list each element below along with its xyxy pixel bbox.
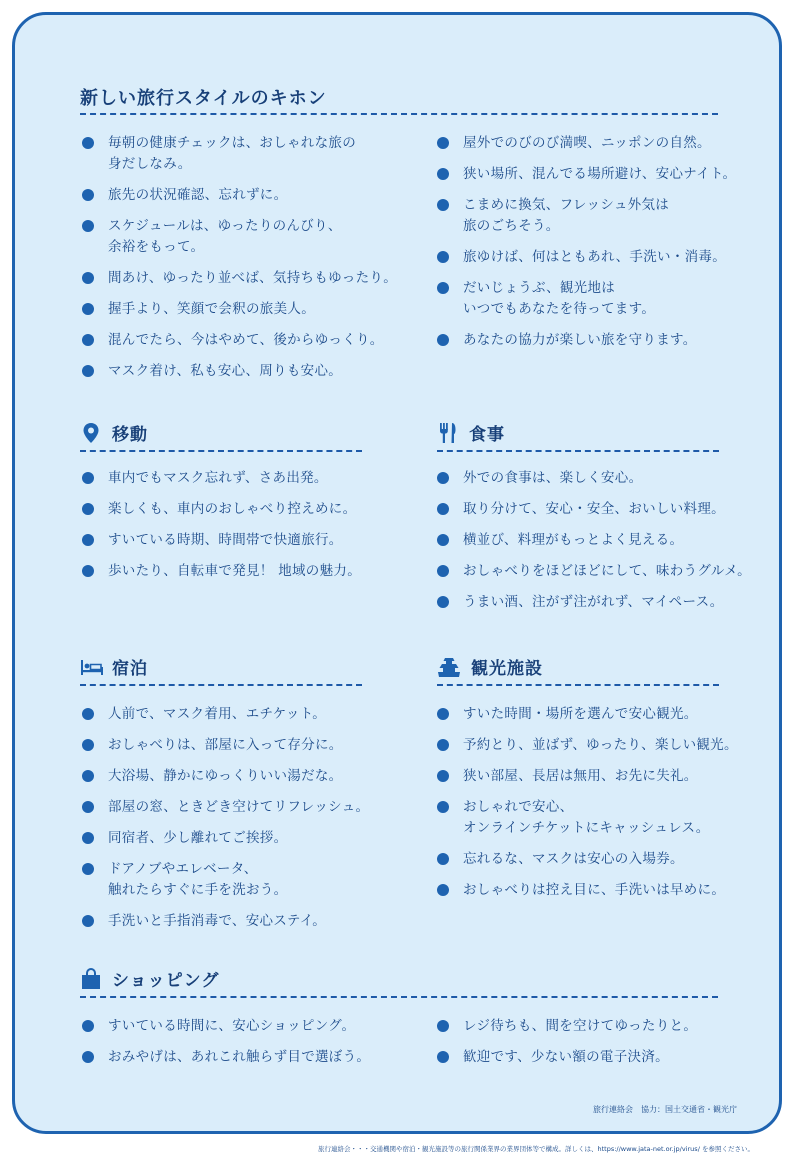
shukuhaku-item — [82, 766, 402, 787]
kihon-item — [82, 299, 412, 320]
bullet-dot-icon — [437, 770, 449, 782]
section-title-shukuhaku — [80, 654, 148, 679]
kihon-item — [82, 185, 412, 206]
bullet-dot-icon — [82, 503, 94, 515]
kihon-list-left — [82, 133, 412, 392]
shopping-item-text: おみやげは、あれこれ触らず目で選ぼう。 — [108, 1049, 371, 1065]
idou-item — [82, 499, 402, 520]
kanko-item — [437, 766, 757, 787]
shukuhaku-item — [82, 859, 402, 901]
bullet-dot-icon — [437, 251, 449, 263]
castle-icon — [437, 656, 461, 678]
kihon-item — [437, 133, 737, 154]
bullet-dot-icon — [82, 272, 94, 284]
bullet-dot-icon — [82, 801, 94, 813]
bullet-dot-icon — [437, 1020, 449, 1032]
idou-item-text: 車内でもマスク忘れず、さあ出発。 — [108, 470, 328, 486]
kihon-list-right — [437, 133, 737, 361]
shokuji-title: 食事 — [469, 425, 505, 445]
shokuji-item — [437, 592, 757, 613]
kihon-item — [437, 164, 737, 185]
kihon-item-text: 握手より、笑顔で会釈の旅美人。 — [108, 301, 315, 317]
shukuhaku-item-text: 部屋の窓、ときどき空けてリフレッシュ。 — [108, 799, 370, 815]
section-title-idou — [80, 420, 148, 445]
kanko-item-text: すいた時間・場所を選んで安心観光。 — [463, 706, 698, 722]
bullet-dot-icon — [82, 303, 94, 315]
bullet-dot-icon — [82, 915, 94, 927]
bullet-dot-icon — [82, 565, 94, 577]
idou-item — [82, 468, 402, 489]
kihon-item-text: 毎朝の健康チェックは、おしゃれな旅の 身だしなみ。 — [108, 135, 356, 172]
footer-note: 旅行連絡会・・・交通機関や宿泊・観光施設等の旅行関係業界の業界団体等で構成。詳しくは、https://www.jata-net.or.jp/virus/ を参照ください。 — [318, 1145, 754, 1153]
shopping-title: ショッピング — [112, 971, 220, 991]
map-pin-icon — [80, 422, 102, 444]
kihon-item — [82, 330, 412, 351]
kanko-item — [437, 880, 757, 901]
bullet-dot-icon — [437, 596, 449, 608]
bullet-dot-icon — [82, 334, 94, 346]
kihon-divider — [80, 113, 718, 115]
section-title-kanko — [437, 654, 543, 679]
shukuhaku-item-text: 手洗いと手指消毒で、安心ステイ。 — [108, 913, 327, 929]
kihon-item — [82, 361, 412, 382]
kihon-item-text: 狭い場所、混んでる場所避け、安心ナイト。 — [463, 166, 737, 182]
shopping-item-text: すいている時間に、安心ショッピング。 — [108, 1018, 356, 1034]
kihon-item-text: マスク着け、私も安心、周りも安心。 — [108, 363, 343, 379]
shopping-list-right — [437, 1016, 737, 1078]
kihon-item — [82, 268, 412, 289]
shokuji-item — [437, 530, 757, 551]
kihon-item — [82, 133, 412, 175]
shukuhaku-item-text: ドアノブやエレベータ、 触れたらすぐに手を洗おう。 — [108, 861, 288, 898]
bullet-dot-icon — [82, 220, 94, 232]
kanko-item-text: 忘れるな、マスクは安心の入場券。 — [463, 851, 684, 867]
idou-title: 移動 — [112, 425, 148, 445]
idou-item-text: 楽しくも、車内のおしゃべり控えめに。 — [108, 501, 357, 517]
kanko-title: 観光施設 — [471, 659, 543, 679]
kihon-item-text: 混んでたら、今はやめて、後からゆっくり。 — [108, 332, 384, 348]
idou-item — [82, 561, 402, 582]
kihon-item — [437, 278, 737, 320]
idou-list — [82, 468, 402, 592]
shopping-list-left — [82, 1016, 412, 1078]
kanko-item — [437, 704, 757, 725]
shukuhaku-list — [82, 704, 402, 942]
shukuhaku-item-text: 同宿者、少し離れてご挨拶。 — [108, 830, 288, 846]
shukuhaku-item — [82, 704, 402, 725]
shopping-item — [437, 1016, 737, 1037]
shukuhaku-item — [82, 911, 402, 932]
shokuji-item — [437, 561, 757, 582]
shokuji-divider — [437, 450, 719, 452]
shopping-item-text: レジ待ちも、間を空けてゆったりと。 — [463, 1018, 698, 1034]
bullet-dot-icon — [437, 801, 449, 813]
shukuhaku-item — [82, 735, 402, 756]
bullet-dot-icon — [82, 137, 94, 149]
shukuhaku-item-text: おしゃべりは、部屋に入って存分に。 — [108, 737, 343, 753]
shukuhaku-item — [82, 828, 402, 849]
shopping-item — [82, 1047, 412, 1068]
kihon-item-text: 屋外でのびのび満喫、ニッポンの自然。 — [463, 135, 711, 151]
bullet-dot-icon — [82, 770, 94, 782]
shokuji-list — [437, 468, 757, 623]
kihon-item — [437, 247, 737, 268]
bullet-dot-icon — [437, 503, 449, 515]
bullet-dot-icon — [437, 199, 449, 211]
bullet-dot-icon — [82, 365, 94, 377]
kanko-item-text: おしゃれで安心、 オンラインチケットにキャッシュレス。 — [463, 799, 710, 836]
section-title-shopping — [80, 966, 219, 991]
shukuhaku-item-text: 人前で、マスク着用、エチケット。 — [108, 706, 327, 722]
shokuji-item — [437, 468, 757, 489]
bullet-dot-icon — [82, 1020, 94, 1032]
kihon-item-text: あなたの協力が楽しい旅を守ります。 — [463, 332, 697, 348]
fork-knife-icon — [437, 422, 459, 444]
bullet-dot-icon — [437, 168, 449, 180]
shopping-item-text: 歓迎です、少ない額の電子決済。 — [463, 1049, 669, 1065]
kanko-item — [437, 849, 757, 870]
shopping-bag-icon — [80, 968, 102, 990]
kanko-item-text: 狭い部屋、長居は無用、お先に失礼。 — [463, 768, 698, 784]
bullet-dot-icon — [437, 565, 449, 577]
bullet-dot-icon — [82, 534, 94, 546]
bullet-dot-icon — [437, 137, 449, 149]
bullet-dot-icon — [437, 708, 449, 720]
kihon-item — [82, 216, 412, 258]
kihon-item-text: 旅ゆけば、何はともあれ、手洗い・消毒。 — [463, 249, 727, 265]
bullet-dot-icon — [82, 739, 94, 751]
idou-item-text: 歩いたり、自転車で発見！ 地域の魅力。 — [108, 563, 361, 579]
idou-divider — [80, 450, 362, 452]
kanko-item-text: 予約とり、並ばず、ゆったり、楽しい観光。 — [463, 737, 738, 753]
kanko-item-text: おしゃべりは控え目に、手洗いは早めに。 — [463, 882, 726, 898]
shopping-item — [437, 1047, 737, 1068]
bullet-dot-icon — [437, 1051, 449, 1063]
shopping-divider — [80, 996, 718, 998]
bullet-dot-icon — [437, 334, 449, 346]
bullet-dot-icon — [437, 534, 449, 546]
shukuhaku-item-text: 大浴場、静かにゆっくりいい湯だな。 — [108, 768, 343, 784]
shukuhaku-title: 宿泊 — [112, 659, 148, 679]
kihon-item-text: こまめに換気、フレッシュ外気は 旅のごちそう。 — [463, 197, 670, 234]
bullet-dot-icon — [437, 884, 449, 896]
bullet-dot-icon — [82, 1051, 94, 1063]
bullet-dot-icon — [437, 472, 449, 484]
kihon-item-text: 旅先の状況確認、忘れずに。 — [108, 187, 288, 203]
bullet-dot-icon — [82, 708, 94, 720]
kihon-item — [437, 195, 737, 237]
shokuji-item-text: 外での食事は、楽しく安心。 — [463, 470, 643, 486]
bed-icon — [80, 656, 102, 678]
section-title-shokuji — [437, 420, 505, 445]
section-title-kihon — [80, 84, 327, 110]
kanko-item — [437, 797, 757, 839]
bullet-dot-icon — [82, 189, 94, 201]
kanko-item — [437, 735, 757, 756]
shokuji-item-text: うまい酒、注がず注がれず、マイペース。 — [463, 594, 724, 610]
shokuji-item-text: 横並び、料理がもっとよく見える。 — [463, 532, 684, 548]
idou-item — [82, 530, 402, 551]
kanko-divider — [437, 684, 719, 686]
kanko-list — [437, 704, 757, 911]
kihon-item-text: だいじょうぶ、観光地は いつでもあなたを待ってます。 — [463, 280, 656, 317]
bullet-dot-icon — [82, 472, 94, 484]
kihon-title: 新しい旅行スタイルのキホン — [80, 88, 327, 109]
bullet-dot-icon — [82, 832, 94, 844]
idou-item-text: すいている時期、時間帯で快適旅行。 — [108, 532, 343, 548]
shukuhaku-divider — [80, 684, 362, 686]
bullet-dot-icon — [82, 863, 94, 875]
shukuhaku-item — [82, 797, 402, 818]
bullet-dot-icon — [437, 739, 449, 751]
kihon-item — [437, 330, 737, 351]
kihon-item-text: 間あけ、ゆったり並べば、気持ちもゆったり。 — [108, 270, 397, 286]
kihon-item-text: スケジュールは、ゆったりのんびり、 余裕をもって。 — [108, 218, 342, 255]
footer-organization: 旅行連絡会 協力：国土交通省・観光庁 — [593, 1105, 737, 1114]
shokuji-item — [437, 499, 757, 520]
shopping-item — [82, 1016, 412, 1037]
shokuji-item-text: おしゃべりをほどほどにして、味わうグルメ。 — [463, 563, 751, 579]
bullet-dot-icon — [437, 853, 449, 865]
bullet-dot-icon — [437, 282, 449, 294]
shokuji-item-text: 取り分けて、安心・安全、おいしい料理。 — [463, 501, 725, 517]
